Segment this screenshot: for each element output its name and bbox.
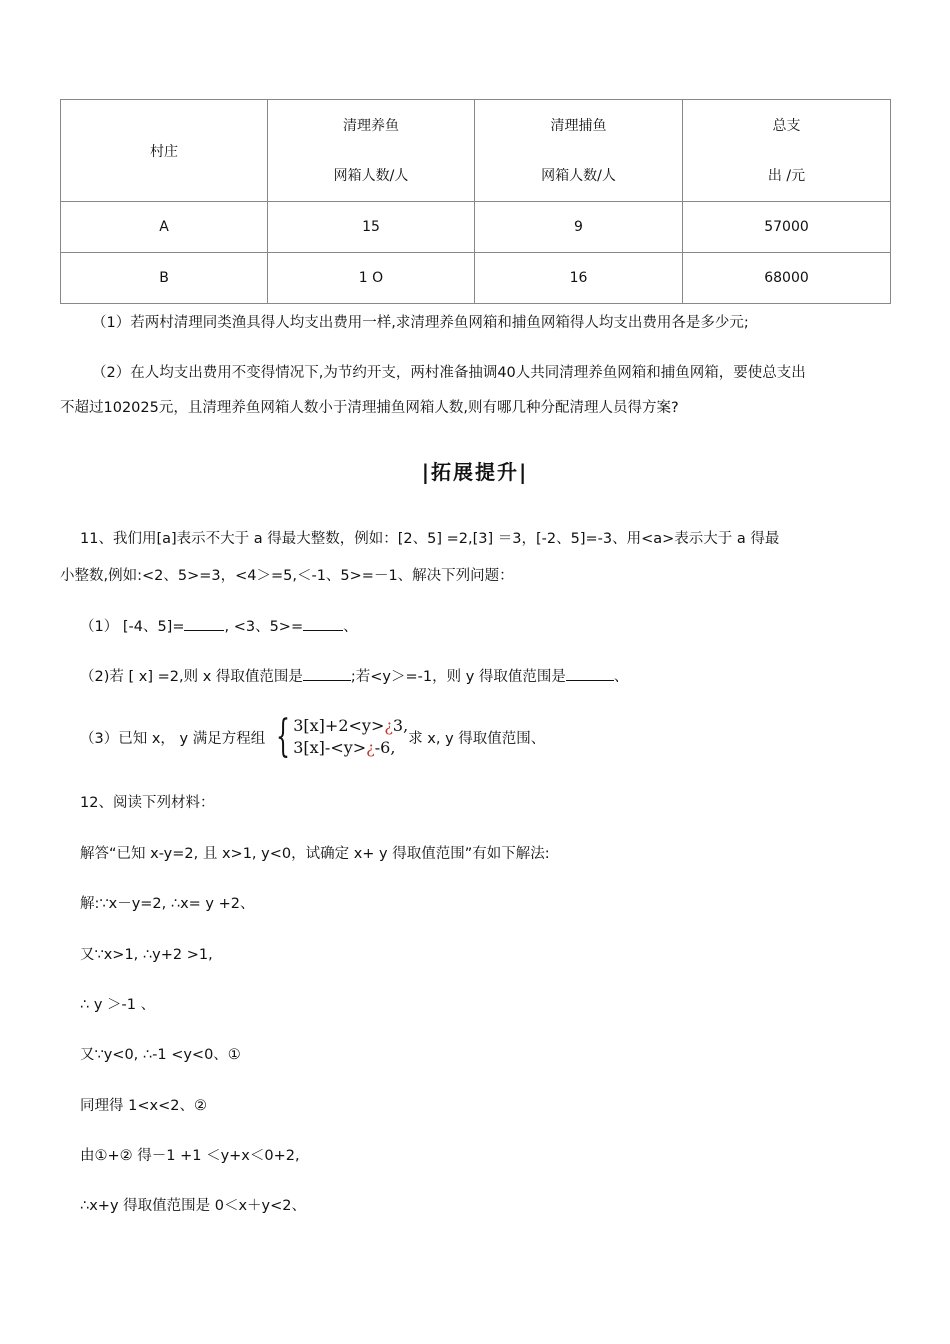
q12-step-4: 又∵y<0, ∴-1 <y<0、①: [80, 1047, 241, 1063]
q11-part2: [80, 665, 628, 686]
eq1-mark: ¿: [384, 716, 393, 735]
header-total-line2: 出 /元: [767, 167, 806, 184]
equation-2: [293, 737, 408, 759]
answer-blank: [566, 666, 614, 681]
equation-system: [293, 715, 408, 759]
q11-intro-line2: 小整数,例如:<2、5>=3，<4＞=5,＜-1、5>=－1、解决下列问题：: [60, 568, 514, 584]
table-row: [61, 253, 891, 304]
header-fish-catch-line2: 网箱人数/人: [541, 167, 616, 184]
q11-part3-prefix: （3）已知 x， y 满足方程组: [80, 730, 266, 747]
cell-fish-farm: 15: [268, 202, 475, 253]
q11-part1-text-a: （1） [-4、5]=: [80, 619, 185, 635]
header-village-text: 村庄: [150, 143, 178, 160]
q11-part3: [80, 712, 545, 762]
q12-step-2: 又∵x>1, ∴y+2 >1,: [80, 947, 213, 963]
header-fish-farm-line2: 网箱人数/人: [333, 167, 409, 184]
equation-1: [293, 715, 408, 737]
q12-step-7: ∴x+y 得取值范围是 0＜x＋y<2、: [80, 1198, 307, 1214]
left-brace-icon: {: [276, 711, 291, 762]
q12-title: 12、阅读下列材料：: [80, 795, 215, 811]
cell-total: 68000: [683, 253, 891, 304]
table-header-row: [61, 100, 891, 202]
q10-part2-line2: 不超过102025元，且清理养鱼网箱人数小于清理捕鱼网箱人数,则有哪几种分配清理人员得方案?: [60, 400, 679, 416]
q11-part1-text-b: , <3、5>=: [224, 619, 304, 635]
eq2-left: 3[x]-<y>: [293, 738, 367, 757]
expense-table: [60, 99, 891, 304]
cell-village: A: [61, 202, 268, 253]
answer-blank: [303, 666, 351, 681]
table-row: [61, 202, 891, 253]
q12-step-3: ∴ y ＞-1 、: [80, 997, 156, 1013]
q12-problem: 解答“已知 x-y=2, 且 x>1, y<0，试确定 x+ y 得取值范围”有如下解法:: [80, 846, 550, 862]
section-title: |拓展提升|: [421, 460, 529, 484]
q10-part2-line1: （2）在人均支出费用不变得情况下,为节约开支，两村准备抽调40人共同清理养鱼网箱和捕鱼网箱，要使总支出: [92, 365, 806, 381]
q11-part1-text-c: 、: [343, 619, 358, 635]
answer-blank: [303, 616, 343, 631]
q11-part2-text-b: ;若<y＞=-1，则 y 得取值范围是: [350, 669, 566, 685]
cell-village: B: [61, 253, 268, 304]
header-fish-catch: [475, 100, 683, 202]
header-fish-farm: [268, 100, 475, 202]
header-fish-catch-line1: 清理捕鱼: [550, 117, 607, 134]
cell-fish-catch: 16: [475, 253, 683, 304]
eq1-right: 3,: [392, 716, 409, 735]
q11-part2-text-c: 、: [613, 669, 629, 685]
q11-intro-line1: 11、我们用[a]表示不大于 a 得最大整数，例如：[2、5] =2,[3] ＝3，[-2、5]=-3、用<a>表示大于 a 得最: [80, 531, 780, 547]
header-village: [61, 100, 268, 202]
header-total: [683, 100, 891, 202]
eq2-right: -6,: [374, 738, 396, 757]
cell-fish-catch: 9: [475, 202, 683, 253]
q12-step-1: 解:∵x－y=2, ∴x= y +2、: [80, 896, 255, 912]
q11-part2-text-a: （2)若 [ x] =2,则 x 得取值范围是: [80, 669, 303, 685]
cell-fish-farm: 1 O: [268, 253, 475, 304]
q12-step-5: 同理得 1<x<2、②: [80, 1098, 207, 1114]
q12-step-6: 由①+② 得－1 +1 ＜y+x＜0+2,: [80, 1148, 300, 1164]
header-fish-farm-line1: 清理养鱼: [343, 117, 399, 134]
q11-part3-suffix: 求 x, y 得取值范围、: [408, 730, 546, 747]
q10-part1: （1）若两村清理同类渔具得人均支出费用一样,求清理养鱼网箱和捕鱼网箱得人均支出费用各是多少元;: [92, 315, 749, 331]
q11-part1: [80, 615, 358, 636]
header-total-line1: 总支: [772, 117, 801, 134]
eq2-mark: ¿: [366, 738, 375, 757]
cell-total: 57000: [683, 202, 891, 253]
answer-blank: [184, 616, 224, 631]
eq1-left: 3[x]+2<y>: [293, 716, 385, 735]
